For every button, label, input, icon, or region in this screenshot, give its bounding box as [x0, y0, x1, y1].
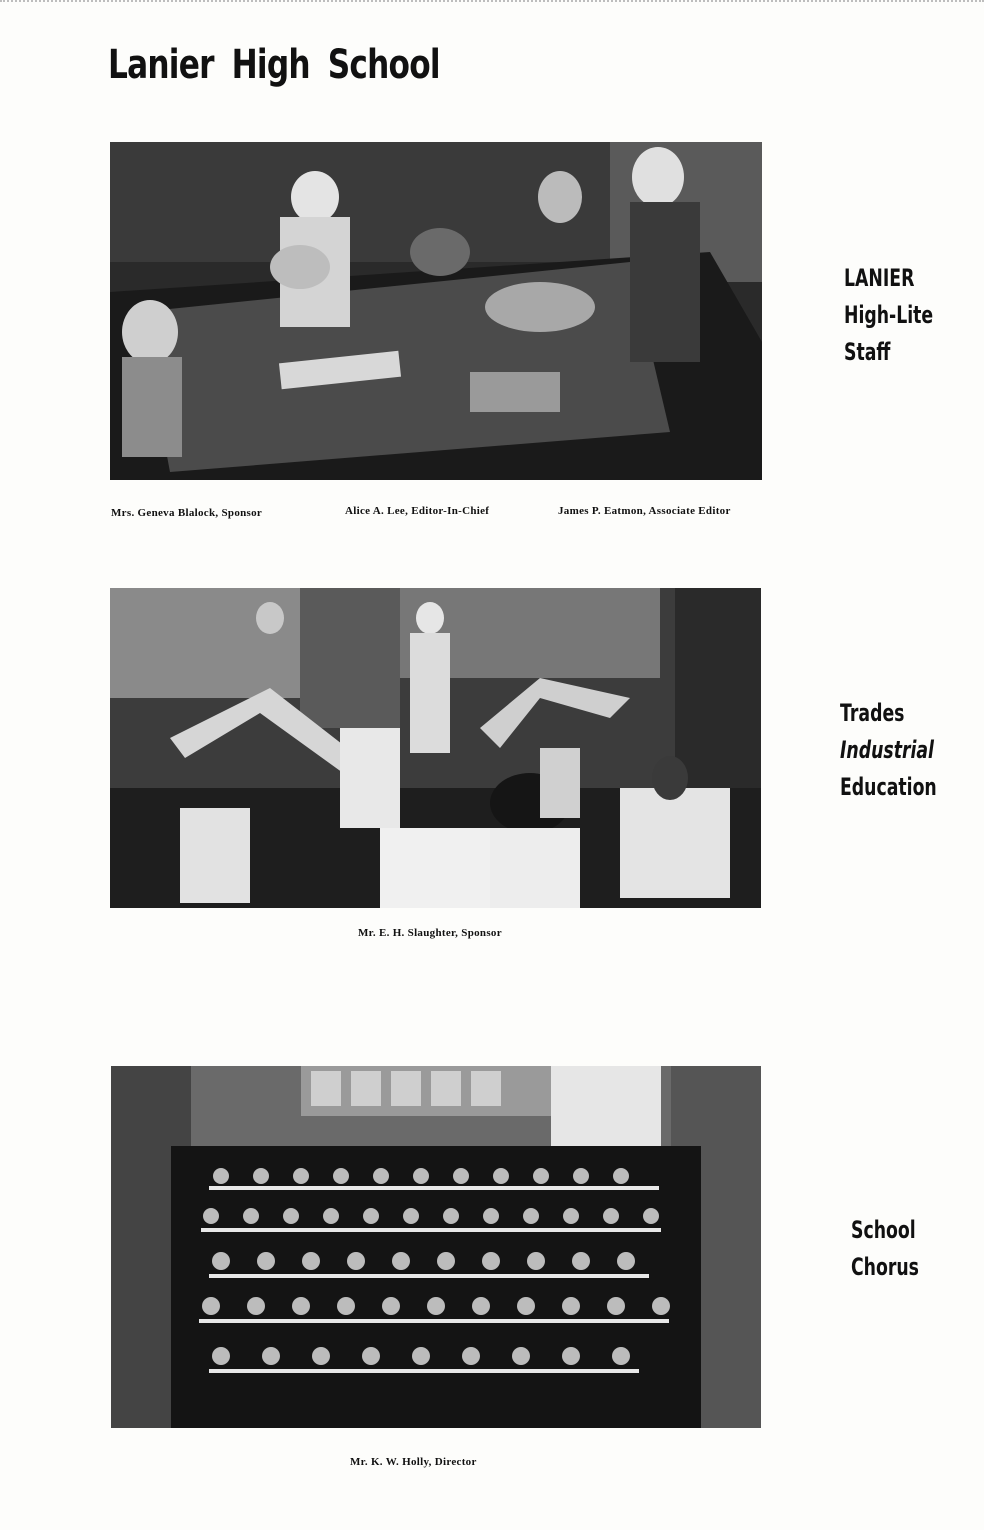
label-school-chorus — [851, 1212, 919, 1286]
caption-editor-in-chief: Alice A. Lee, Editor-In-Chief — [345, 505, 490, 517]
caption-associate-editor: James P. Eatmon, Associate Editor — [558, 505, 731, 517]
label-trades-industrial-education — [840, 695, 937, 806]
caption-sponsor: Mr. E. H. Slaughter, Sponsor — [358, 927, 502, 939]
label-line: High-Lite — [844, 301, 934, 329]
page-title: Lanier High School — [108, 42, 440, 88]
high-lite-staff-photo — [110, 142, 762, 480]
label-line: Education — [840, 773, 937, 801]
caption-sponsor: Mrs. Geneva Blalock, Sponsor — [111, 507, 263, 519]
trades-industrial-photo — [110, 588, 761, 908]
school-chorus-photo — [111, 1066, 761, 1428]
caption-director: Mr. K. W. Holly, Director — [350, 1456, 477, 1468]
label-line: LANIER — [844, 264, 915, 292]
label-line: Trades — [840, 699, 905, 727]
label-line: Staff — [844, 338, 891, 366]
label-high-lite-staff — [844, 260, 933, 371]
top-dotted-rule — [0, 0, 984, 2]
label-line: Chorus — [851, 1253, 919, 1281]
label-line: Industrial — [840, 736, 934, 764]
label-line: School — [851, 1216, 916, 1244]
